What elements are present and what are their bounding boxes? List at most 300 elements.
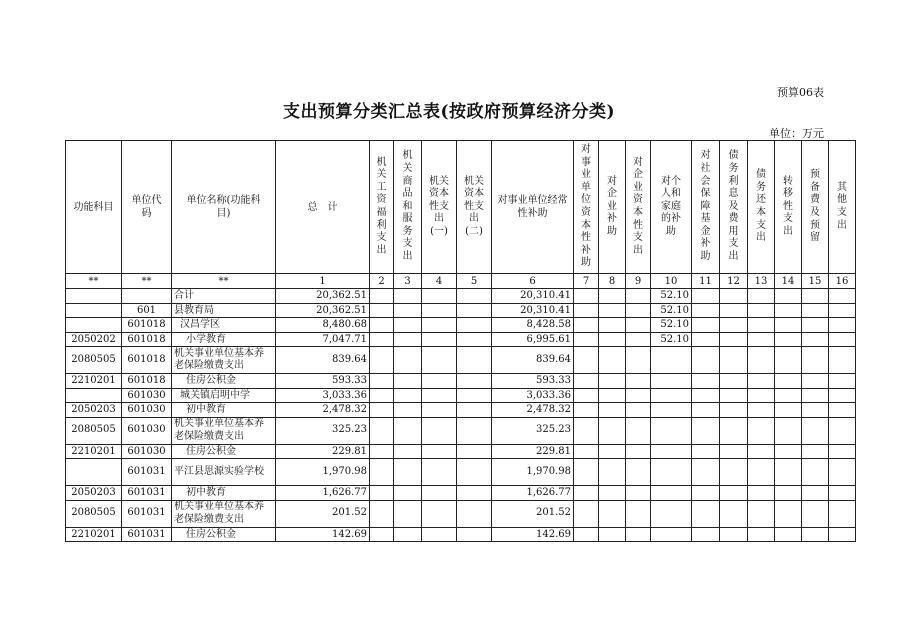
cell-c13 [748,444,775,459]
cell-func: 2210201 [66,444,122,459]
cell-code: 601018 [122,318,172,333]
cell-c16 [829,486,856,501]
cell-c14 [775,403,802,418]
cell-c14 [775,347,802,374]
cell-c16 [829,303,856,318]
cell-c10 [651,527,692,542]
cell-name: 住房公积金 [172,374,276,389]
cell-c14 [775,332,802,347]
cell-c4 [422,444,457,459]
cell-c9 [626,403,651,418]
cell-c6: 142.69 [492,527,574,542]
cell-func [66,318,122,333]
cell-c5 [457,303,492,318]
cell-c13 [748,403,775,418]
cell-func: 2050202 [66,332,122,347]
table-row [66,318,856,333]
cell-c10 [651,444,692,459]
cell-c12 [720,388,748,403]
cell-name: 住房公积金 [172,527,276,542]
cell-func: 2050203 [66,403,122,418]
cell-c12 [720,444,748,459]
cell-total: 7,047.71 [276,332,370,347]
cell-c3 [394,527,422,542]
cell-c2 [370,289,394,304]
table-row [66,303,856,318]
cell-c6: 8,428.58 [492,318,574,333]
column-number-cell: 10 [651,274,692,289]
cell-code: 601031 [122,527,172,542]
cell-c15 [802,332,829,347]
cell-c13 [748,303,775,318]
cell-c11 [692,527,720,542]
cell-total: 593.33 [276,374,370,389]
cell-func: 2210201 [66,374,122,389]
cell-c13 [748,289,775,304]
cell-c11 [692,403,720,418]
column-number-cell: 2 [370,274,394,289]
cell-c10: 52.10 [651,318,692,333]
cell-c13 [748,417,775,444]
cell-c12 [720,417,748,444]
cell-c7 [574,486,599,501]
cell-c12 [720,500,748,527]
table-row [66,459,856,486]
cell-c8 [599,388,626,403]
cell-c6: 325.23 [492,417,574,444]
cell-c16 [829,388,856,403]
cell-c15 [802,388,829,403]
cell-total: 142.69 [276,527,370,542]
column-number-row [66,274,856,289]
cell-c5 [457,500,492,527]
cell-name: 机关事业单位基本养老保险缴费支出 [172,500,276,527]
cell-c5 [457,318,492,333]
table-row [66,374,856,389]
cell-c7 [574,417,599,444]
cell-c14 [775,303,802,318]
cell-c16 [829,417,856,444]
header-total: 总 计 [276,141,370,274]
cell-c5 [457,417,492,444]
cell-c11 [692,318,720,333]
cell-c16 [829,403,856,418]
cell-func [66,289,122,304]
cell-code: 601031 [122,486,172,501]
cell-c10: 52.10 [651,332,692,347]
cell-c7 [574,500,599,527]
cell-total: 1,970.98 [276,459,370,486]
cell-c10 [651,403,692,418]
cell-code: 601031 [122,500,172,527]
cell-c12 [720,374,748,389]
cell-c15 [802,444,829,459]
cell-c9 [626,303,651,318]
column-number-cell: ** [66,274,122,289]
cell-c5 [457,332,492,347]
cell-c4 [422,500,457,527]
cell-name: 机关事业单位基本养老保险缴费支出 [172,347,276,374]
cell-c16 [829,332,856,347]
cell-c7 [574,318,599,333]
cell-name: 城关镇启明中学 [172,388,276,403]
cell-func [66,303,122,318]
cell-c6: 1,970.98 [492,459,574,486]
form-number: 预算06表 [777,86,824,99]
cell-c5 [457,289,492,304]
cell-c4 [422,289,457,304]
cell-c11 [692,486,720,501]
cell-c3 [394,486,422,501]
cell-c11 [692,388,720,403]
column-number-cell: 9 [626,274,651,289]
cell-c3 [394,417,422,444]
cell-c14 [775,289,802,304]
header-c11: 对社会保障基金补助 [692,141,720,274]
column-number-cell: ** [122,274,172,289]
cell-c16 [829,444,856,459]
header-c16: 其他支出 [829,141,856,274]
cell-c8 [599,527,626,542]
cell-c3 [394,303,422,318]
cell-total: 229.81 [276,444,370,459]
cell-c15 [802,289,829,304]
cell-c8 [599,459,626,486]
cell-c4 [422,318,457,333]
header-code: 单位代码 [122,141,172,274]
cell-c12 [720,289,748,304]
cell-c3 [394,374,422,389]
cell-c15 [802,347,829,374]
cell-c9 [626,289,651,304]
cell-c7 [574,388,599,403]
cell-c9 [626,459,651,486]
cell-c12 [720,459,748,486]
cell-c12 [720,318,748,333]
cell-c2 [370,500,394,527]
cell-c11 [692,500,720,527]
cell-c3 [394,459,422,486]
cell-c5 [457,527,492,542]
cell-c6: 2,478.32 [492,403,574,418]
cell-code: 601018 [122,374,172,389]
cell-total: 2,478.32 [276,403,370,418]
cell-c16 [829,527,856,542]
cell-c16 [829,500,856,527]
cell-c2 [370,527,394,542]
cell-c5 [457,388,492,403]
cell-c3 [394,403,422,418]
cell-c3 [394,500,422,527]
table-row [66,444,856,459]
cell-c7 [574,403,599,418]
cell-name: 县教育局 [172,303,276,318]
cell-c10 [651,417,692,444]
cell-c12 [720,486,748,501]
cell-c7 [574,527,599,542]
cell-c6: 3,033.36 [492,388,574,403]
header-c12: 债务利息及费用支出 [720,141,748,274]
column-number-cell: 13 [748,274,775,289]
table-row [66,500,856,527]
cell-c8 [599,403,626,418]
cell-c2 [370,417,394,444]
cell-c4 [422,347,457,374]
cell-c5 [457,403,492,418]
cell-c6: 229.81 [492,444,574,459]
cell-c14 [775,444,802,459]
column-number-cell: ** [172,274,276,289]
cell-total: 1,626.77 [276,486,370,501]
cell-c8 [599,374,626,389]
cell-c9 [626,486,651,501]
cell-c6: 201.52 [492,500,574,527]
cell-c12 [720,403,748,418]
cell-c9 [626,318,651,333]
table-row [66,527,856,542]
cell-c5 [457,347,492,374]
cell-c4 [422,332,457,347]
cell-code: 601030 [122,417,172,444]
cell-c2 [370,459,394,486]
cell-c13 [748,374,775,389]
header-c6: 对事业单位经常性补助 [492,141,574,274]
cell-c6: 839.64 [492,347,574,374]
header-c3: 机关商品和服务支出 [394,141,422,274]
column-number-cell: 1 [276,274,370,289]
cell-c15 [802,527,829,542]
cell-c9 [626,347,651,374]
cell-c4 [422,527,457,542]
table-row [66,332,856,347]
cell-func: 2080505 [66,500,122,527]
cell-c15 [802,374,829,389]
cell-name: 小学教育 [172,332,276,347]
header-row [66,141,856,274]
column-number-cell: 15 [802,274,829,289]
cell-c13 [748,318,775,333]
budget-table [65,140,856,542]
cell-c11 [692,347,720,374]
cell-c15 [802,459,829,486]
cell-c9 [626,417,651,444]
table-row [66,388,856,403]
cell-total: 8,480.68 [276,318,370,333]
cell-c15 [802,303,829,318]
cell-code: 601030 [122,403,172,418]
cell-c13 [748,486,775,501]
cell-total: 325.23 [276,417,370,444]
cell-c3 [394,444,422,459]
cell-c8 [599,289,626,304]
header-c13: 债务还本支出 [748,141,775,274]
cell-c12 [720,347,748,374]
cell-c12 [720,303,748,318]
cell-c11 [692,374,720,389]
cell-code: 601018 [122,347,172,374]
header-c4: 机关资本性支出(一) [422,141,457,274]
cell-c4 [422,459,457,486]
cell-func: 2210201 [66,527,122,542]
cell-c7 [574,303,599,318]
table-row [66,403,856,418]
cell-c9 [626,500,651,527]
cell-c15 [802,318,829,333]
cell-name: 汉昌学区 [172,318,276,333]
cell-c8 [599,318,626,333]
column-number-cell: 12 [720,274,748,289]
cell-c2 [370,444,394,459]
cell-c14 [775,388,802,403]
cell-c8 [599,417,626,444]
cell-c7 [574,347,599,374]
cell-total: 20,362.51 [276,303,370,318]
cell-c2 [370,332,394,347]
column-number-cell: 3 [394,274,422,289]
cell-c4 [422,417,457,444]
cell-c14 [775,459,802,486]
cell-c6: 1,626.77 [492,486,574,501]
cell-c13 [748,388,775,403]
cell-c2 [370,486,394,501]
cell-c6: 20,310.41 [492,303,574,318]
cell-c10 [651,459,692,486]
header-c10: 对个人和家庭的补助 [651,141,692,274]
cell-total: 3,033.36 [276,388,370,403]
cell-c10 [651,388,692,403]
cell-c2 [370,318,394,333]
cell-name: 平江县思源实验学校 [172,459,276,486]
cell-c5 [457,374,492,389]
cell-c3 [394,318,422,333]
cell-c10 [651,486,692,501]
cell-total: 839.64 [276,347,370,374]
column-number-cell: 6 [492,274,574,289]
cell-code: 601 [122,303,172,318]
cell-name: 住房公积金 [172,444,276,459]
cell-c16 [829,374,856,389]
cell-c9 [626,444,651,459]
cell-c8 [599,332,626,347]
column-number-cell: 4 [422,274,457,289]
cell-c7 [574,374,599,389]
cell-c4 [422,403,457,418]
cell-c16 [829,289,856,304]
cell-c2 [370,403,394,418]
cell-func: 2050203 [66,486,122,501]
table-row [66,417,856,444]
cell-c14 [775,374,802,389]
cell-c16 [829,347,856,374]
cell-func: 2080505 [66,417,122,444]
cell-code: 601030 [122,388,172,403]
cell-code: 601030 [122,444,172,459]
cell-func: 2080505 [66,347,122,374]
unit-label: 单位：万元 [769,127,824,140]
cell-c8 [599,303,626,318]
column-number-cell: 14 [775,274,802,289]
cell-c4 [422,486,457,501]
cell-c9 [626,527,651,542]
cell-c11 [692,332,720,347]
column-number-cell: 5 [457,274,492,289]
cell-c3 [394,347,422,374]
cell-name: 初中教育 [172,403,276,418]
cell-func [66,388,122,403]
cell-c6: 6,995.61 [492,332,574,347]
cell-name: 初中教育 [172,486,276,501]
column-number-cell: 8 [599,274,626,289]
table-row [66,347,856,374]
cell-c8 [599,347,626,374]
page-title: 支出预算分类汇总表(按政府预算经济分类) [282,102,616,122]
header-name: 单位名称(功能科目) [172,141,276,274]
header-func: 功能科目 [66,141,122,274]
cell-c8 [599,500,626,527]
cell-c15 [802,500,829,527]
column-number-cell: 7 [574,274,599,289]
cell-c9 [626,374,651,389]
cell-c15 [802,486,829,501]
header-c14: 转移性支出 [775,141,802,274]
cell-c6: 593.33 [492,374,574,389]
cell-c14 [775,500,802,527]
cell-c11 [692,459,720,486]
cell-c2 [370,388,394,403]
cell-c7 [574,332,599,347]
cell-c13 [748,527,775,542]
cell-c9 [626,332,651,347]
cell-c12 [720,527,748,542]
cell-code: 601018 [122,332,172,347]
cell-c13 [748,347,775,374]
cell-name: 合计 [172,289,276,304]
header-c5: 机关资本性支出(二) [457,141,492,274]
cell-c8 [599,486,626,501]
cell-c3 [394,388,422,403]
cell-c10: 52.10 [651,289,692,304]
cell-c2 [370,374,394,389]
cell-c2 [370,347,394,374]
header-c8: 对企业补助 [599,141,626,274]
cell-c7 [574,444,599,459]
cell-c4 [422,303,457,318]
header-c15: 预备费及预留 [802,141,829,274]
cell-c14 [775,417,802,444]
column-number-cell: 16 [829,274,856,289]
cell-total: 201.52 [276,500,370,527]
cell-c10 [651,500,692,527]
cell-c13 [748,459,775,486]
cell-func [66,459,122,486]
cell-c11 [692,303,720,318]
cell-name: 机关事业单位基本养老保险缴费支出 [172,417,276,444]
cell-c4 [422,388,457,403]
cell-c14 [775,527,802,542]
cell-c5 [457,486,492,501]
cell-c10 [651,374,692,389]
table-row [66,486,856,501]
cell-c6: 20,310.41 [492,289,574,304]
cell-c15 [802,403,829,418]
header-c2: 机关工资福利支出 [370,141,394,274]
cell-c13 [748,332,775,347]
cell-c7 [574,289,599,304]
cell-c13 [748,500,775,527]
cell-c5 [457,459,492,486]
header-c9: 对企业资本性支出 [626,141,651,274]
cell-c16 [829,459,856,486]
